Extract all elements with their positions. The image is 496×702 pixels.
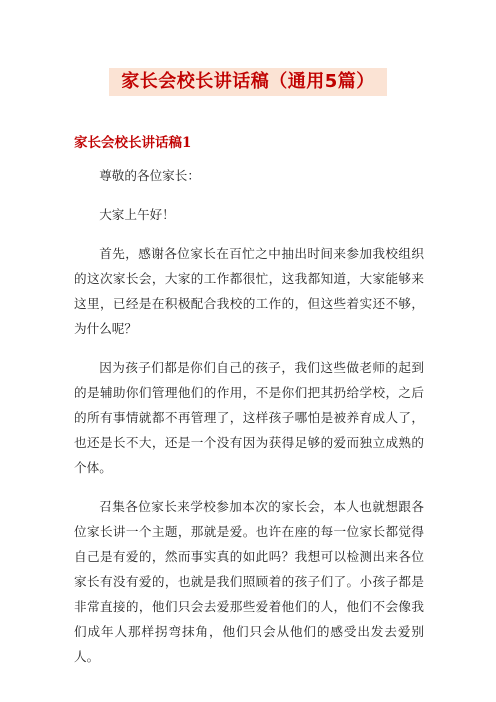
paragraph-greeting: 大家上午好！ (99, 207, 175, 222)
document-title-container (0, 68, 496, 96)
paragraph-3: 召集各位家长来学校参加本次的家长会，本人也就想跟各位家长讲一个主题，那就是爱。也许在座的每一位家长都觉得自己是有爱的，然而事实真的如此吗？我想可以检测出来各位家长有没有爱的，也就是我们照顾着的孩子们了。小孩子都是非常直接的，他们只会去爱那些爱着他们的人，他们不会像我们成年人那样拐弯抹角，他们只会从他们的感受出发去爱别人。 (74, 499, 424, 664)
paragraph-2: 因为孩子们都是你们自己的孩子，我们这些做老师的起到的是辅助你们管理他们的作用，不是你们把其扔给学校，之后的所有事情就都不再管理了，这样孩子哪怕是被养育成人了，也还是长不大，还是一个没有因为获得足够的爱而独立成熟的个体。 (74, 360, 424, 475)
document-title: 家长会校长讲话稿（通用5篇） (109, 68, 387, 96)
section-heading: 家长会校长讲话稿1 (74, 135, 192, 151)
paragraph-1: 首先，感谢各位家长在百忙之中抽出时间来参加我校组织的这次家长会，大家的工作都很忙，这我都知道，大家能够来这里，已经是在积极配合我校的工作的，但这些着实还不够，为什么呢？ (74, 246, 424, 336)
paragraph-salutation: 尊敬的各位家长： (99, 168, 200, 183)
document-body (74, 163, 424, 683)
